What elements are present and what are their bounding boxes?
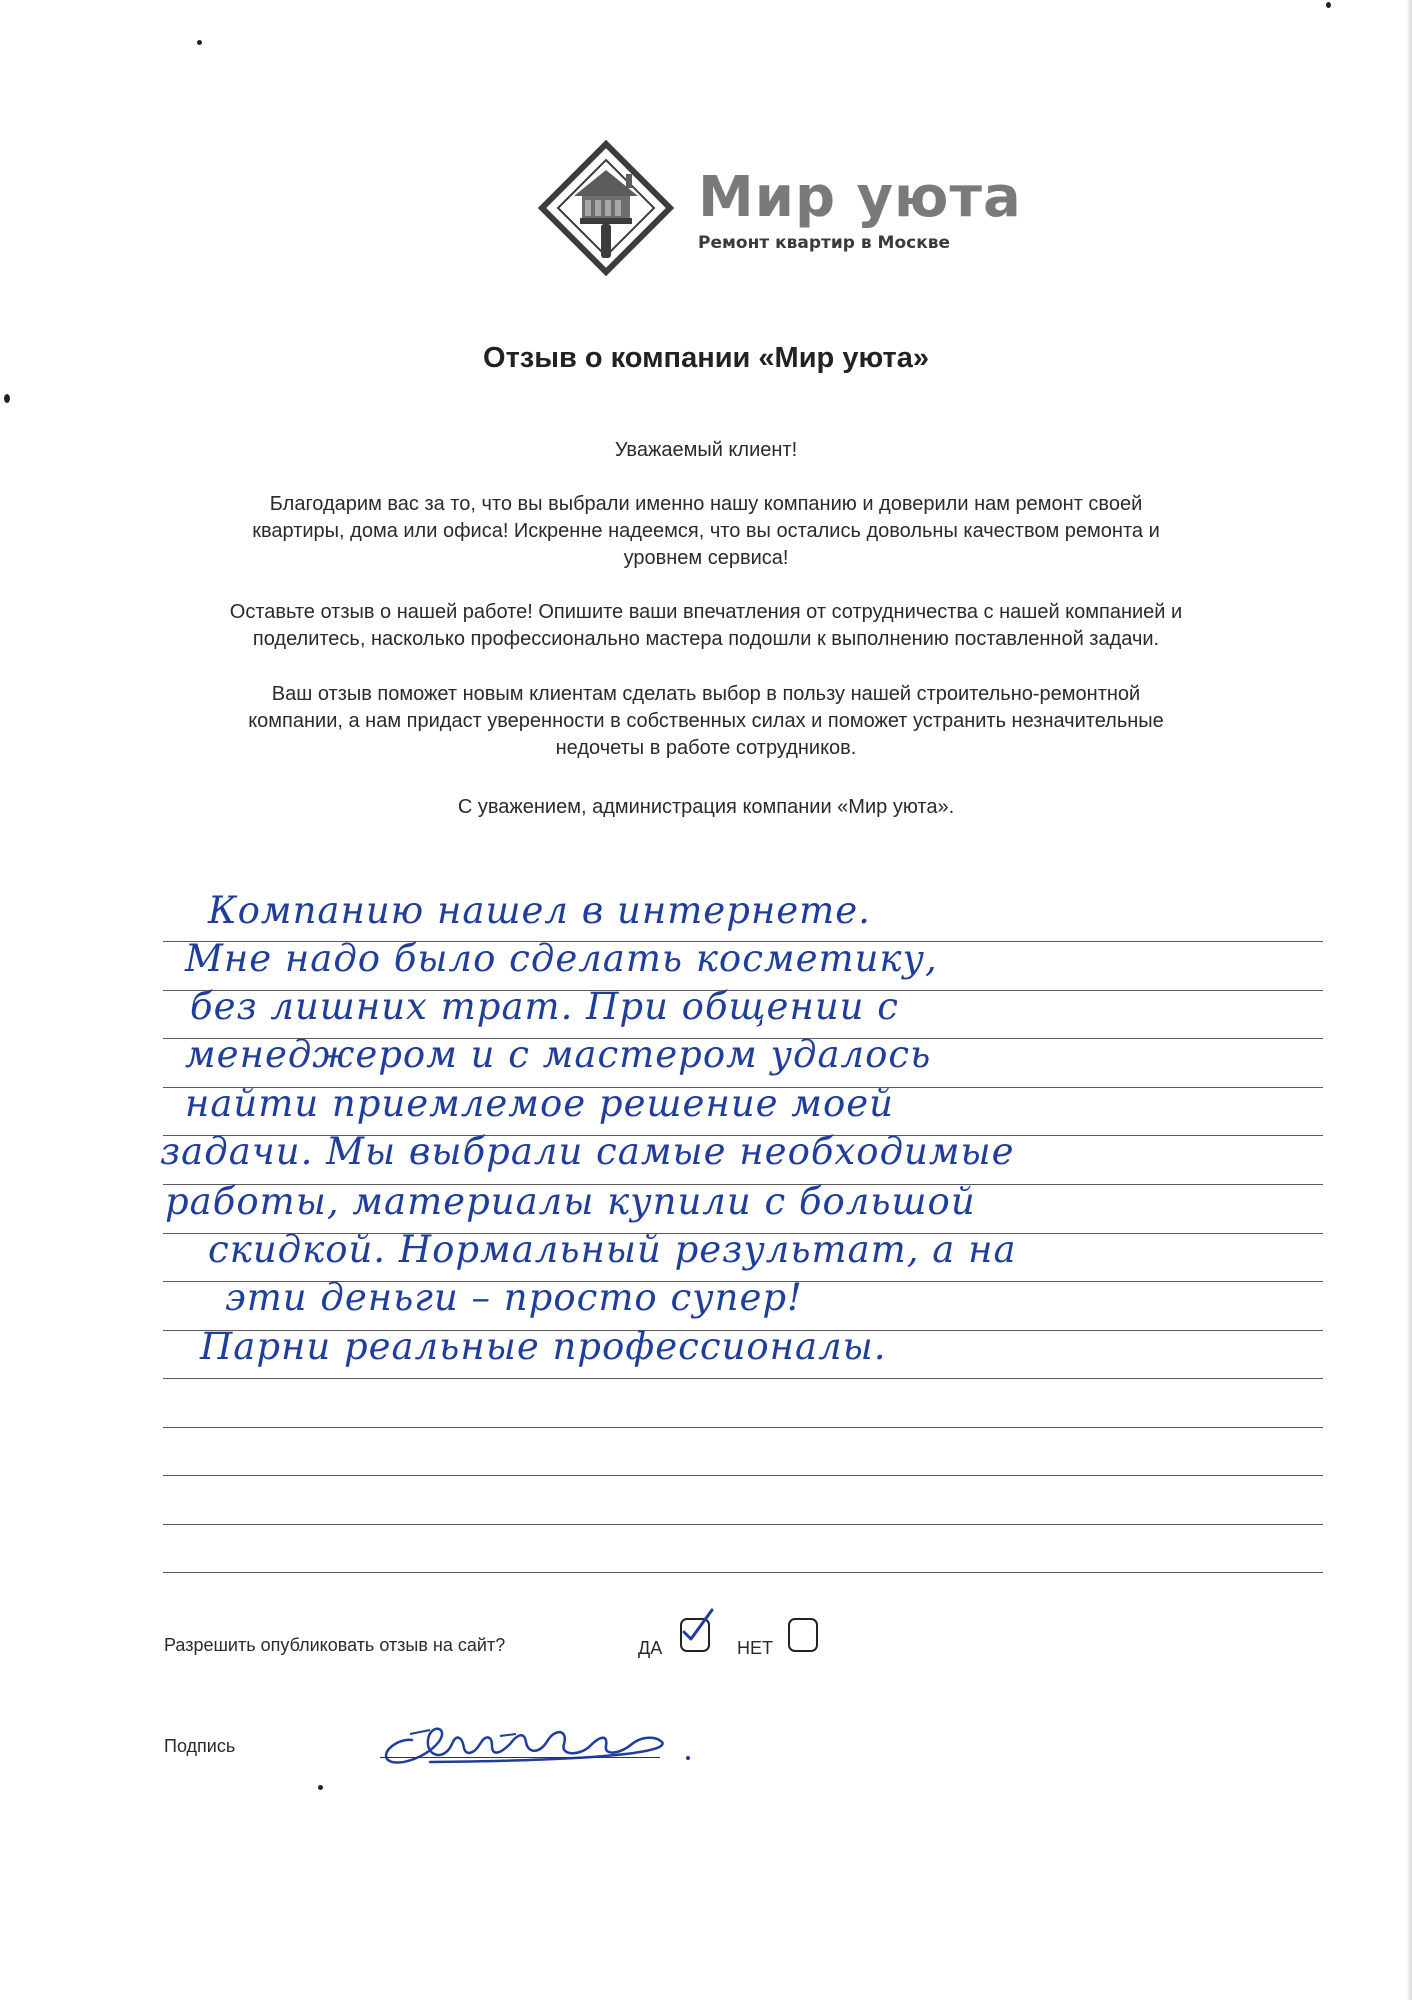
house-paintbrush-icon (538, 140, 674, 276)
handwritten-review-line: скидкой. Нормальный результат, а на (208, 1228, 1017, 1271)
letter-closing: С уважением, администрация компании «Мир уюта». (457, 796, 955, 818)
handwritten-review-line: менеджером и с мастером удалось (185, 1033, 932, 1076)
yes-checkbox[interactable] (680, 1618, 710, 1652)
handwritten-review-line: без лишних трат. При общении с (190, 985, 899, 1028)
scan-speck (197, 40, 202, 45)
handwritten-review-line: задачи. Мы выбрали самые необходимые (160, 1130, 1015, 1173)
signature-label: Подпись (164, 1736, 236, 1756)
review-rule-line (163, 1475, 1323, 1476)
handwritten-review-line: Мне надо было сделать косметику, (185, 937, 938, 980)
scan-speck (1326, 2, 1331, 8)
logo-tagline: Ремонт квартир в Москве (698, 233, 951, 253)
letter-paragraph-3: Ваш отзыв поможет новым клиентам сделать выбор в пользу нашей строительно-ремонтной компании, а нам придаст уверенности в собственных силах и поможет устранить незначительные недочеты в работе сотрудников. (248, 683, 1164, 759)
no-label: НЕТ (737, 1638, 773, 1658)
checkmark-icon (678, 1606, 728, 1656)
logo-name: Мир уюта (698, 165, 1022, 230)
scan-edge-shadow (1406, 0, 1412, 2000)
review-rule-line (163, 1378, 1323, 1379)
review-rule-line (163, 1572, 1323, 1573)
handwritten-signature (370, 1690, 710, 1770)
yes-label: ДА (638, 1638, 663, 1658)
handwritten-review-line: эти деньги – просто супер! (225, 1276, 803, 1319)
publish-question: Разрешить опубликовать отзыв на сайт? (164, 1635, 506, 1655)
handwritten-review-line: найти приемлемое решение моей (185, 1082, 894, 1125)
handwritten-review-line: Парни реальные профессионалы. (200, 1325, 887, 1368)
signature-line (380, 1757, 660, 1758)
letter-paragraph-1: Благодарим вас за то, что вы выбрали именно нашу компанию и доверили нам ремонт своей квартиры, дома или офиса! Искренне надеемся, что вы остались довольны качеством ремонта и уровнем сервиса! (252, 493, 1160, 569)
scan-speck (4, 394, 10, 403)
company-logo (538, 140, 1022, 270)
letter-paragraph-2: Оставьте отзыв о нашей работе! Опишите ваши впечатления от сотрудничества с нашей компанией и поделитесь, насколько профессионально мастера подошли к выполнению поставленной задачи. (229, 601, 1183, 650)
greeting: Уважаемый клиент! (614, 439, 798, 461)
no-checkbox[interactable] (788, 1618, 818, 1652)
scan-speck (318, 1785, 323, 1790)
page-title: Отзыв о компании «Мир уюта» (483, 342, 929, 374)
handwritten-review-line: работы, материалы купили с большой (165, 1180, 976, 1223)
handwritten-review-line: Компанию нашел в интернете. (208, 889, 871, 932)
review-rule-line (163, 1427, 1323, 1428)
review-rule-line (163, 1524, 1323, 1525)
